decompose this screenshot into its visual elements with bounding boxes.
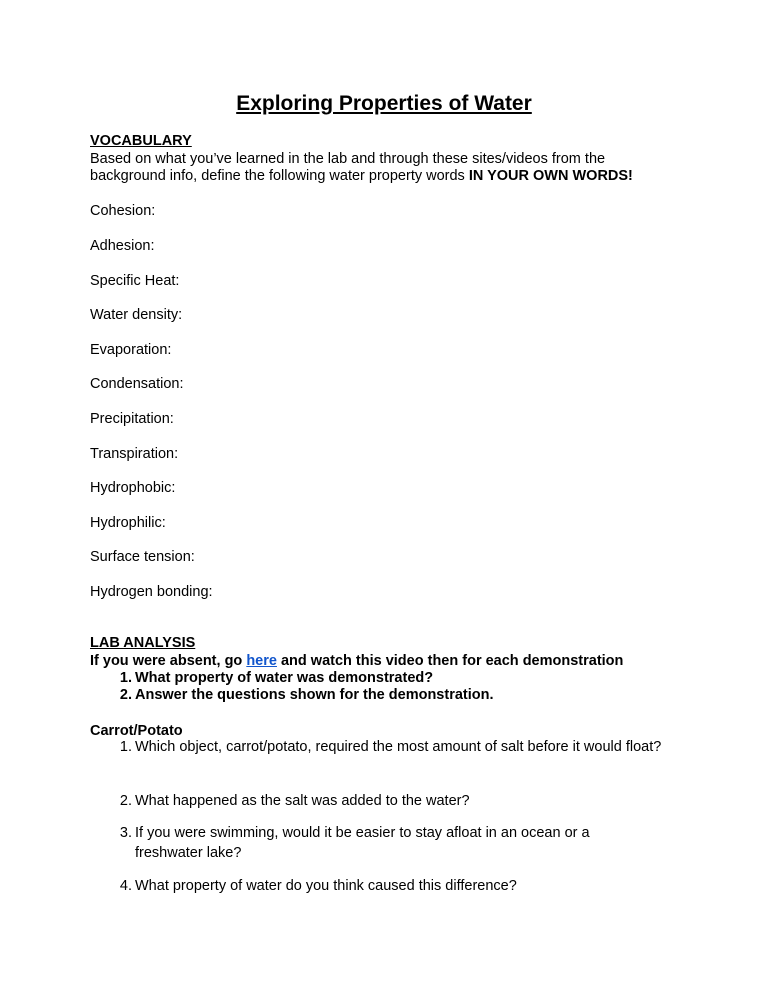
list-text: What property of water was demonstrated?	[135, 670, 434, 686]
list-text: If you were swimming, would it be easier to stay afloat in an ocean or a freshwater lake?	[135, 825, 590, 861]
list-item	[90, 737, 690, 779]
vocab-term: Hydrophilic:	[90, 515, 166, 531]
vocab-term: Transpiration:	[90, 446, 179, 462]
carrot-potato-heading: Carrot/Potato	[90, 723, 183, 739]
vocab-term: Precipitation:	[90, 411, 174, 427]
vocabulary-intro-line2	[90, 167, 633, 185]
list-item	[90, 791, 690, 811]
list-text: Answer the questions shown for the demonstration.	[135, 687, 494, 703]
vocab-term: Specific Heat:	[90, 273, 180, 289]
list-text: What property of water do you think caused this difference?	[135, 878, 517, 894]
vocabulary-intro-plain: background info, define the following water property words	[90, 168, 469, 184]
video-link[interactable]: here	[246, 653, 277, 669]
vocabulary-heading: VOCABULARY	[90, 133, 192, 149]
list-number: 3.	[119, 825, 132, 841]
list-item	[90, 876, 690, 896]
list-number: 1.	[119, 739, 132, 755]
list-item	[90, 823, 690, 865]
vocab-term: Cohesion:	[90, 203, 156, 219]
vocabulary-intro-line1: Based on what you’ve learned in the lab and through these sites/videos from the	[90, 151, 606, 167]
vocab-term: Adhesion:	[90, 238, 155, 254]
vocab-term: Hydrogen bonding:	[90, 584, 213, 600]
list-number: 2.	[119, 793, 132, 809]
list-number: 2.	[119, 687, 132, 703]
list-text: Which object, carrot/potato, required the most amount of salt before it would float?	[135, 739, 662, 755]
vocab-term: Surface tension:	[90, 549, 195, 565]
instruction-post: and watch this video then for each demonstration	[276, 653, 624, 669]
vocab-term: Condensation:	[90, 376, 184, 392]
instruction-pre: If you were absent, go	[90, 653, 247, 669]
vocab-term: Hydrophobic:	[90, 480, 176, 496]
lab-analysis-heading: LAB ANALYSIS	[90, 635, 196, 651]
vocabulary-intro-emphasis: IN YOUR OWN WORDS!	[468, 168, 633, 184]
vocab-term: Evaporation:	[90, 342, 172, 358]
page-title: Exploring Properties of Water	[236, 92, 532, 115]
list-number: 1.	[119, 670, 132, 686]
list-item	[90, 685, 690, 705]
vocab-term: Water density:	[90, 307, 183, 323]
list-text: What happened as the salt was added to the water?	[135, 793, 470, 809]
list-number: 4.	[119, 878, 132, 894]
